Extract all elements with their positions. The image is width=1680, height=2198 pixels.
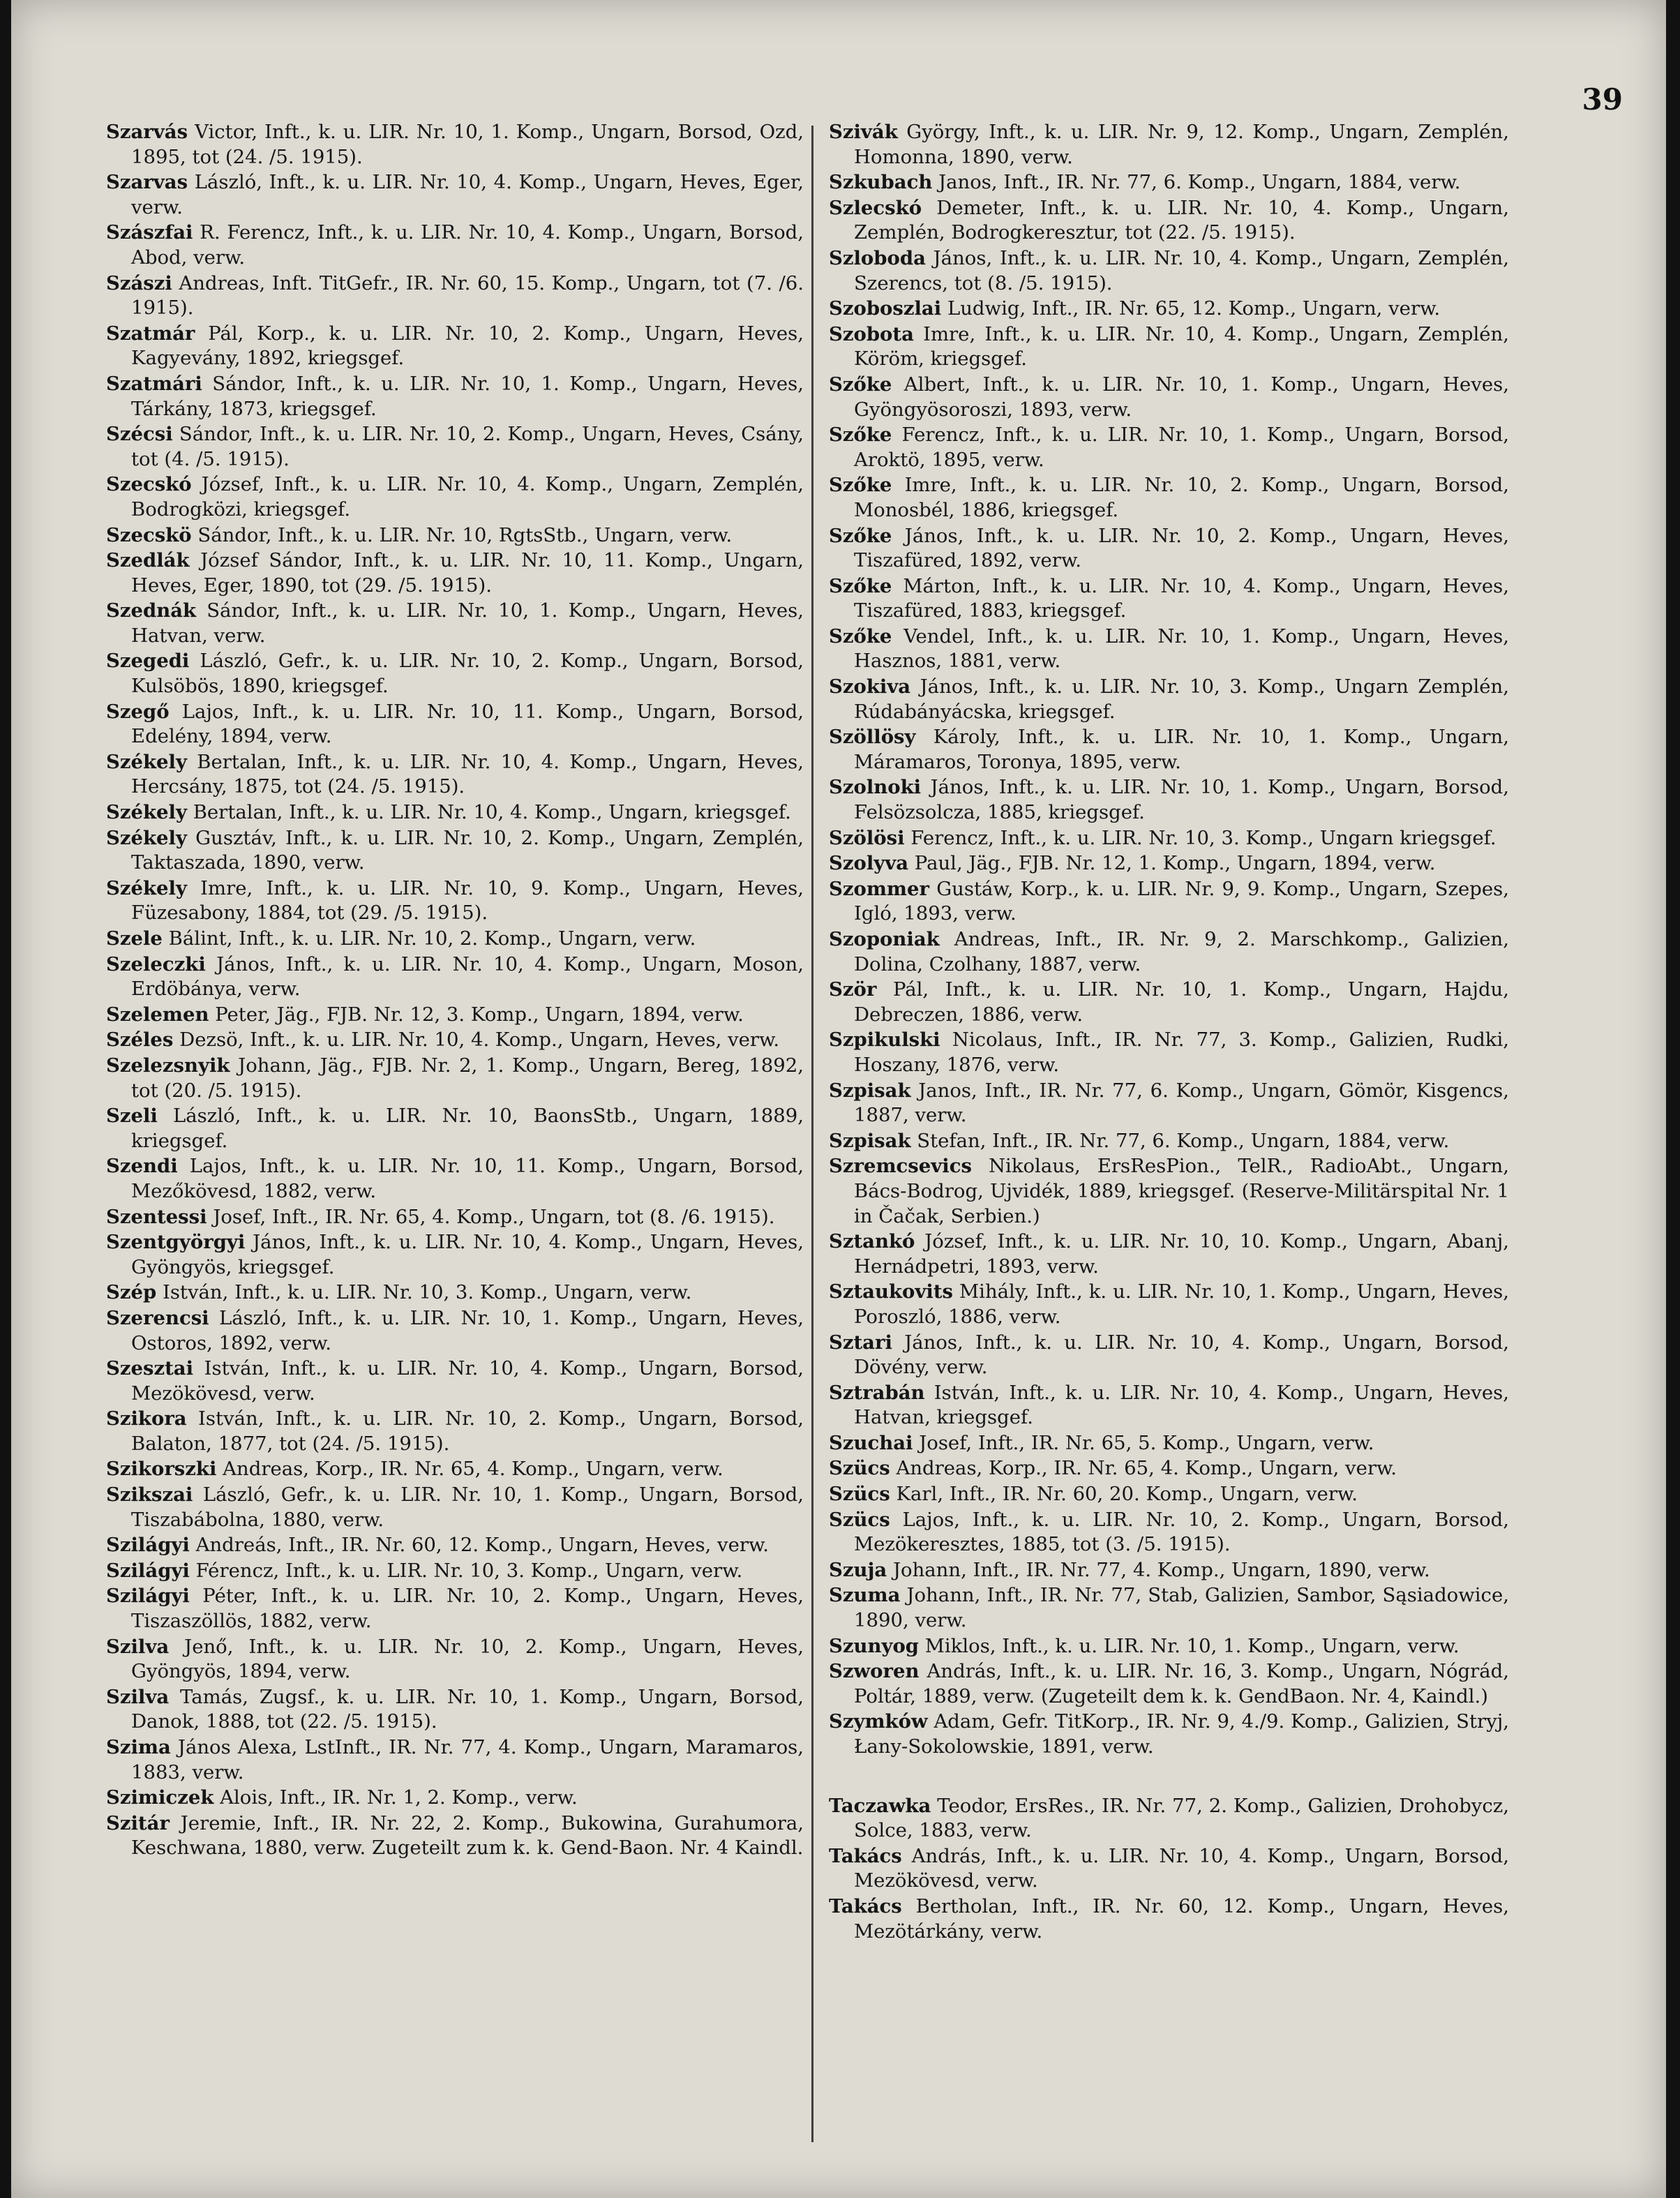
entry — [106, 750, 804, 800]
entry-details: Gustáw, Korp., k. u. LIR. Nr. 9, 9. Komp., Ungarn, Szepes, Igló, 1893, verw. — [854, 877, 1509, 925]
entry-details: László, Inft., k. u. LIR. Nr. 10, 1. Komp., Ungarn, Heves, Ostoros, 1892, verw. — [131, 1306, 804, 1354]
entry — [106, 700, 804, 749]
entry-surname: Szücs — [829, 1457, 890, 1480]
entry — [829, 1154, 1509, 1229]
entry-surname: Szikora — [106, 1407, 187, 1430]
entry — [829, 1583, 1509, 1633]
entry-surname: Szarvas — [106, 171, 188, 194]
entry-details: Pál, Korp., k. u. LIR. Nr. 10, 2. Komp., Ungarn, Heves, Kagyevány, 1892, kriegsgef. — [131, 322, 804, 370]
entry-details: Albert, Inft., k. u. LIR. Nr. 10, 1. Komp., Ungarn, Heves, Gyöngyösoroszi, 1893, verw. — [854, 373, 1509, 421]
entry — [829, 1508, 1509, 1557]
entry — [829, 1894, 1509, 1944]
entry — [829, 322, 1509, 372]
entry — [106, 1028, 804, 1053]
entry-surname: Szilágyi — [106, 1534, 190, 1557]
entry-surname: Szécsi — [106, 423, 173, 446]
entry-surname: Ször — [829, 978, 877, 1001]
entry-surname: Székely — [106, 876, 187, 899]
entry-surname: Szima — [106, 1736, 171, 1758]
entry — [106, 1205, 804, 1230]
entry-details: Johann, Inft., IR. Nr. 77, Stab, Galizien, Sambor, Sąsiadowice, 1890, verw. — [854, 1584, 1509, 1632]
entry-surname: Szoboszlai — [829, 297, 942, 320]
entry-surname: Szeli — [106, 1105, 158, 1128]
entry — [829, 1659, 1509, 1709]
entry-surname: Szőke — [829, 373, 892, 396]
entry-surname: Szücs — [829, 1483, 890, 1506]
entry — [106, 548, 804, 598]
entry-details: Johann, Jäg., FJB. Nr. 2, 1. Komp., Ungarn, Bereg, 1892, tot (20. /5. 1915). — [131, 1054, 804, 1102]
right-column — [829, 120, 1509, 1945]
entry-details: János, Inft., k. u. LIR. Nr. 10, 1. Komp., Ungarn, Borsod, Felsözsolcza, 1885, kriegsgef. — [854, 776, 1509, 824]
entry — [106, 472, 804, 522]
entry — [106, 422, 804, 472]
entry-details: Ludwig, Inft., IR. Nr. 65, 12. Komp., Ungarn, verw. — [947, 297, 1441, 320]
entry — [106, 1584, 804, 1633]
entry-details: István, Inft., k. u. LIR. Nr. 10, 4. Komp., Ungarn, Heves, Hatvan, kriegsgef. — [854, 1381, 1509, 1429]
entry-surname: Szilva — [106, 1635, 170, 1658]
entry-surname: Szatmár — [106, 322, 195, 345]
document-page — [11, 0, 1666, 2198]
entry-details: Péter, Inft., k. u. LIR. Nr. 10, 2. Komp., Ungarn, Heves, Tiszaszöllös, 1882, verw. — [131, 1585, 804, 1633]
entry-surname: Szolyva — [829, 852, 909, 875]
entry-details: Josef, Inft., IR. Nr. 65, 4. Komp., Ungarn, tot (8. /6. 1915). — [213, 1205, 775, 1228]
entry-surname: Szpisak — [829, 1079, 911, 1102]
entry — [106, 1735, 804, 1785]
entry-details: Miklos, Inft., k. u. LIR. Nr. 10, 1. Komp., Ungarn, verw. — [924, 1634, 1460, 1657]
entry-surname: Szölösi — [829, 826, 905, 849]
entry-surname: Szelezsnyik — [106, 1054, 230, 1077]
entry-details: Stefan, Inft., IR. Nr. 77, 6. Komp., Ungarn, 1884, verw. — [917, 1129, 1450, 1152]
entry — [106, 1104, 804, 1153]
entry — [106, 271, 804, 321]
entry-surname: Szilágyi — [106, 1585, 190, 1608]
entry — [829, 625, 1509, 674]
entry-details: Lajos, Inft., k. u. LIR. Nr. 10, 2. Komp., Ungarn, Borsod, Mezökeresztes, 1885, tot (3. /5. 1915). — [854, 1508, 1509, 1556]
entry-surname: Szworen — [829, 1660, 920, 1683]
entry — [829, 473, 1509, 523]
entry — [829, 1331, 1509, 1380]
entry — [106, 1230, 804, 1280]
entry-surname: Szászfai — [106, 221, 193, 244]
entry — [829, 1229, 1509, 1279]
entry-surname: Szikszai — [106, 1483, 193, 1507]
entry-surname: Szkubach — [829, 171, 933, 194]
entry-surname: Sztaukovits — [829, 1280, 953, 1303]
entry-surname: Szesztai — [106, 1357, 194, 1380]
entry-surname: Sztankó — [829, 1230, 915, 1253]
entry — [829, 927, 1509, 977]
entry-details: Karl, Inft., IR. Nr. 60, 20. Komp., Ungarn, verw. — [896, 1483, 1358, 1506]
entry-surname: Szpisak — [829, 1129, 911, 1152]
entry-surname: Szelemen — [106, 1003, 209, 1026]
entry-surname: Szokiva — [829, 675, 911, 698]
entry — [829, 877, 1509, 927]
entry-surname: Szőke — [829, 424, 892, 447]
entry-details: László, Inft., k. u. LIR. Nr. 10, 4. Komp., Ungarn, Heves, Eger, verw. — [131, 171, 804, 218]
entry-details: László, Gefr., k. u. LIR. Nr. 10, 2. Komp., Ungarn, Borsod, Kulsöbös, 1890, kriegsgef. — [131, 650, 804, 698]
entry — [829, 1482, 1509, 1507]
entry — [829, 120, 1509, 170]
entry — [829, 1431, 1509, 1456]
entry — [829, 1456, 1509, 1481]
entry — [106, 1811, 804, 1861]
entry-details: Mihály, Inft., k. u. LIR. Nr. 10, 1. Komp., Ungarn, Heves, Poroszló, 1886, verw. — [854, 1280, 1509, 1328]
entry — [829, 297, 1509, 322]
entry-surname: Szoponiak — [829, 928, 940, 950]
entry-details: Dezsö, Inft., k. u. LIR. Nr. 10, 4. Komp., Ungarn, Heves, verw. — [179, 1029, 780, 1052]
entry — [829, 1280, 1509, 1329]
entry-surname: Szuja — [829, 1558, 887, 1581]
entry-surname: Szele — [106, 927, 163, 950]
entry-details: Josef, Inft., IR. Nr. 65, 5. Komp., Ungarn, verw. — [919, 1431, 1374, 1454]
entry — [106, 1154, 804, 1204]
entry-surname: Szerencsi — [106, 1306, 209, 1329]
entry-details: Bálint, Inft., k. u. LIR. Nr. 10, 2. Komp., Ungarn, verw. — [168, 927, 696, 950]
entry — [106, 170, 804, 220]
entry-details: András, Inft., k. u. LIR. Nr. 16, 3. Komp., Ungarn, Nógrád, Poltár, 1889, verw. (Zugeteilt dem k. k. GendBaon. Nr. 4, Kaindl.) — [854, 1660, 1509, 1707]
entry — [829, 775, 1509, 825]
entry-details: József, Inft., k. u. LIR. Nr. 10, 4. Komp., Ungarn, Zemplén, Bodrogközi, kriegsgef. — [131, 473, 804, 521]
entry-surname: Szatmári — [106, 372, 202, 395]
entry-surname: Szendi — [106, 1155, 178, 1178]
entry — [829, 675, 1509, 724]
entry-details: Jenő, Inft., k. u. LIR. Nr. 10, 2. Komp., Ungarn, Heves, Gyöngyös, 1894, verw. — [131, 1635, 804, 1683]
entry — [106, 372, 804, 421]
entry — [829, 246, 1509, 296]
entry-surname: Szikorszki — [106, 1458, 217, 1481]
entry-surname: Szednák — [106, 599, 197, 622]
entry-details: Sándor, Inft., k. u. LIR. Nr. 10, 1. Komp., Ungarn, Heves, Hatvan, verw. — [131, 599, 804, 647]
entry-surname: Szedlák — [106, 549, 190, 572]
entry — [106, 1457, 804, 1482]
entry — [829, 423, 1509, 472]
entry-details: Nikolaus, ErsResPion., TelR., RadioAbt., Ungarn, Bács-Bodrog, Ujvidék, 1889, kriegsgef. (Reserve-Militärspital Nr. 1 in Čačak, Serbien.) — [854, 1155, 1509, 1227]
entry-surname: Szolnoki — [829, 776, 922, 799]
entry — [829, 524, 1509, 574]
entry — [106, 120, 804, 170]
entry — [829, 1844, 1509, 1894]
entry-details: Nicolaus, Inft., IR. Nr. 77, 3. Komp., Galizien, Rudki, Hoszany, 1876, verw. — [854, 1029, 1509, 1076]
entry — [829, 1710, 1509, 1759]
entry-details: János Alexa, LstInft., IR. Nr. 77, 4. Komp., Ungarn, Maramaros, 1883, verw. — [131, 1736, 804, 1784]
entry-details: Alois, Inft., IR. Nr. 1, 2. Komp., verw. — [220, 1786, 578, 1809]
entry-details: Imre, Inft., k. u. LIR. Nr. 10, 4. Komp., Ungarn, Zemplén, Köröm, kriegsgef. — [854, 322, 1509, 371]
entry — [829, 373, 1509, 422]
entry-details: Vendel, Inft., k. u. LIR. Nr. 10, 1. Komp., Ungarn, Heves, Hasznos, 1881, verw. — [854, 625, 1509, 673]
entry — [106, 1685, 804, 1735]
entry-surname: Szentgyörgyi — [106, 1231, 246, 1254]
entry-details: Férencz, Inft., k. u. LIR. Nr. 10, 3. Komp., Ungarn, verw. — [195, 1559, 743, 1582]
entry-details: Andreas, Inft. TitGefr., IR. Nr. 60, 15. Komp., Ungarn, tot (7. /6. 1915). — [131, 271, 804, 320]
entry-details: József Sándor, Inft., k. u. LIR. Nr. 10, 11. Komp., Ungarn, Heves, Eger, 1890, tot (29. /5. 1915). — [131, 549, 804, 597]
entry-details: Imre, Inft., k. u. LIR. Nr. 10, 2. Komp., Ungarn, Borsod, Monosbél, 1886, kriegsgef. — [854, 474, 1509, 521]
column-divider — [811, 126, 813, 2142]
entry-details: Adam, Gefr. TitKorp., IR. Nr. 9, 4./9. Komp., Galizien, Stryj, Łany-Sokolowskie, 1891, verw. — [854, 1710, 1509, 1758]
entry-details: Károly, Inft., k. u. LIR. Nr. 10, 1. Komp., Ungarn, Máramaros, Toronya, 1895, verw. — [854, 726, 1509, 773]
entry — [106, 523, 804, 548]
entry-details: Andreás, Inft., IR. Nr. 60, 12. Komp., Ungarn, Heves, verw. — [195, 1534, 770, 1557]
entry-surname: Szecskó — [106, 473, 192, 496]
entry — [829, 170, 1509, 195]
entry-surname: Szegedi — [106, 650, 190, 673]
entry — [106, 1356, 804, 1406]
entry-details: László, Gefr., k. u. LIR. Nr. 10, 1. Komp., Ungarn, Borsod, Tiszabábolna, 1880, verw. — [131, 1483, 804, 1531]
entry-details: Lajos, Inft., k. u. LIR. Nr. 10, 11. Komp., Ungarn, Borsod, Edelény, 1894, verw. — [131, 700, 804, 748]
entry-details: Jeremie, Inft., IR. Nr. 22, 2. Komp., Bukowina, Gurahumora, Keschwana, 1880, verw. Zugeteilt zum k. k. Gend-Baon. Nr. 4 Kaindl. — [131, 1811, 804, 1860]
entry-details: János, Inft., k. u. LIR. Nr. 10, 4. Komp., Ungarn, Moson, Erdöbánya, verw. — [131, 952, 804, 1001]
entry-details: Pál, Inft., k. u. LIR. Nr. 10, 1. Komp., Ungarn, Hajdu, Debreczen, 1886, verw. — [854, 978, 1510, 1026]
entry-details: László, Inft., k. u. LIR. Nr. 10, BaonsStb., Ungarn, 1889, kriegsgef. — [131, 1105, 804, 1152]
entry — [829, 978, 1509, 1027]
entry-surname: Szép — [106, 1281, 157, 1304]
entry-surname: Szuma — [829, 1584, 901, 1607]
entry-details: Sándor, Inft., k. u. LIR. Nr. 10, 2. Komp., Ungarn, Heves, Csány, tot (4. /5. 1915). — [131, 423, 804, 470]
entry-details: Márton, Inft., k. u. LIR. Nr. 10, 4. Komp., Ungarn, Heves, Tiszafüred, 1883, kriegsgef. — [854, 574, 1509, 622]
entry-surname: Szremcsevics — [829, 1155, 972, 1178]
entry-details: R. Ferencz, Inft., k. u. LIR. Nr. 10, 4. Komp., Ungarn, Borsod, Abod, verw. — [131, 221, 804, 269]
entry-details: Paul, Jäg., FJB. Nr. 12, 1. Komp., Ungarn, 1894, verw. — [914, 852, 1436, 875]
entry-surname: Takács — [829, 1844, 902, 1867]
entry — [106, 649, 804, 698]
entry-surname: Szegő — [106, 700, 170, 723]
entry-surname: Székely — [106, 801, 187, 824]
entry-details: Bertalan, Inft., k. u. LIR. Nr. 10, 4. Komp., Ungarn, Heves, Hercsány, 1875, tot (24. /5. 1915). — [131, 750, 804, 798]
right-column-t-entries — [829, 1794, 1509, 1945]
entry-surname: Szöllösy — [829, 726, 916, 749]
entry-details: Johann, Inft., IR. Nr. 77, 4. Komp., Ungarn, 1890, verw. — [893, 1558, 1430, 1581]
entry — [829, 1129, 1509, 1154]
entry-details: István, Inft., k. u. LIR. Nr. 10, 4. Komp., Ungarn, Borsod, Mezökövesd, verw. — [131, 1357, 804, 1405]
entry-details: István, Inft., k. u. LIR. Nr. 10, 2. Komp., Ungarn, Borsod, Balaton, 1877, tot (24. /5. 1915). — [131, 1407, 804, 1455]
entry-details: Imre, Inft., k. u. LIR. Nr. 10, 9. Komp., Ungarn, Heves, Füzesabony, 1884, tot (29. /5. 1915). — [131, 876, 804, 925]
entry-details: Tamás, Zugsf., k. u. LIR. Nr. 10, 1. Komp., Ungarn, Borsod, Danok, 1888, tot (22. /5. 1915). — [131, 1685, 804, 1733]
entry-details: Sándor, Inft., k. u. LIR. Nr. 10, RgtsStb., Ungarn, verw. — [197, 523, 733, 546]
entry-surname: Szecskö — [106, 523, 192, 546]
entry — [829, 1079, 1509, 1128]
entry-surname: Széles — [106, 1029, 174, 1052]
entry — [829, 574, 1509, 624]
entry-surname: Szpikulski — [829, 1029, 940, 1052]
entry — [106, 876, 804, 926]
entry — [106, 1280, 804, 1306]
entry-surname: Szőke — [829, 625, 892, 648]
entry — [106, 220, 804, 270]
entry-surname: Szarvás — [106, 121, 188, 143]
entry-surname: Takács — [829, 1894, 902, 1917]
entry-details: György, Inft., k. u. LIR. Nr. 9, 12. Komp., Ungarn, Zemplén, Homonna, 1890, verw. — [854, 121, 1509, 168]
entry-details: István, Inft., k. u. LIR. Nr. 10, 3. Komp., Ungarn, verw. — [162, 1281, 692, 1304]
entry — [106, 952, 804, 1002]
entry-details: Bertalan, Inft., k. u. LIR. Nr. 10, 4. Komp., Ungarn, kriegsgef. — [193, 801, 791, 824]
entry-details: András, Inft., k. u. LIR. Nr. 10, 4. Komp., Ungarn, Borsod, Mezökövesd, verw. — [854, 1844, 1509, 1892]
entry — [106, 1786, 804, 1811]
entry — [106, 1306, 804, 1356]
entry-details: Janos, Inft., IR. Nr. 77, 6. Komp., Ungarn, Gömör, Kisgencs, 1887, verw. — [854, 1079, 1509, 1127]
entry — [829, 725, 1509, 775]
entry — [106, 1003, 804, 1028]
right-column-s-entries — [829, 120, 1509, 1760]
entry-details: Gusztáv, Inft., k. u. LIR. Nr. 10, 2. Komp., Ungarn, Zemplén, Taktaszada, 1890, verw. — [131, 826, 804, 874]
section-gap — [829, 1760, 1509, 1794]
entry-surname: Szivák — [829, 121, 898, 143]
entry-details: Bertholan, Inft., IR. Nr. 60, 12. Komp., Ungarn, Heves, Mezötárkány, verw. — [854, 1894, 1509, 1943]
entry-surname: Szlecskó — [829, 196, 922, 219]
entry-surname: Szobota — [829, 322, 914, 345]
entry-details: János, Inft., k. u. LIR. Nr. 10, 4. Komp., Ungarn, Borsod, Dövény, verw. — [854, 1331, 1509, 1379]
page-number: 39 — [1582, 82, 1623, 117]
entry — [829, 1794, 1509, 1844]
entry — [829, 196, 1509, 246]
entry — [106, 1054, 804, 1103]
entry — [829, 1558, 1509, 1583]
entry-details: Andreas, Korp., IR. Nr. 65, 4. Komp., Ungarn, verw. — [896, 1457, 1397, 1480]
entry-details: Lajos, Inft., k. u. LIR. Nr. 10, 11. Komp., Ungarn, Borsod, Mezőkövesd, 1882, verw. — [131, 1155, 804, 1202]
entry — [106, 1533, 804, 1558]
entry-surname: Szeleczki — [106, 952, 206, 975]
entry-surname: Szimiczek — [106, 1786, 214, 1809]
entry-surname: Szilva — [106, 1685, 170, 1708]
entry-surname: Sztrabán — [829, 1381, 925, 1404]
entry — [829, 851, 1509, 876]
entry-surname: Szilágyi — [106, 1559, 190, 1582]
entry — [106, 800, 804, 825]
entry-surname: Szőke — [829, 524, 892, 547]
left-column — [106, 120, 804, 1862]
entry-surname: Szőke — [829, 474, 892, 497]
entry — [106, 826, 804, 876]
entry-details: Ferencz, Inft., k. u. LIR. Nr. 10, 1. Komp., Ungarn, Borsod, Aroktö, 1895, verw. — [854, 424, 1509, 471]
entry-details: Ferencz, Inft., k. u. LIR. Nr. 10, 3. Komp., Ungarn kriegsgef. — [910, 826, 1497, 849]
entry — [829, 1028, 1509, 1077]
entry — [106, 1635, 804, 1684]
entry-surname: Szitár — [106, 1811, 170, 1834]
entry — [106, 322, 804, 371]
entry — [106, 1407, 804, 1456]
entry-details: János, Inft., k. u. LIR. Nr. 10, 3. Komp., Ungarn Zemplén, Rúdabányácska, kriegsgef. — [854, 675, 1509, 723]
entry — [829, 1634, 1509, 1659]
entry-details: József, Inft., k. u. LIR. Nr. 10, 10. Komp., Ungarn, Abanj, Hernádpetri, 1893, verw. — [854, 1230, 1509, 1278]
entry-surname: Sztari — [829, 1331, 892, 1354]
entry-details: János, Inft., k. u. LIR. Nr. 10, 4. Komp., Ungarn, Heves, Gyöngyös, kriegsgef. — [131, 1231, 804, 1278]
entry-surname: Szymków — [829, 1710, 928, 1733]
entry-surname: Szőke — [829, 574, 892, 597]
entry-surname: Székely — [106, 826, 187, 849]
entry-details: Peter, Jäg., FJB. Nr. 12, 3. Komp., Ungarn, 1894, verw. — [215, 1003, 744, 1026]
entry-details: Janos, Inft., IR. Nr. 77, 6. Komp., Ungarn, 1884, verw. — [938, 171, 1461, 194]
entry-surname: Szücs — [829, 1508, 890, 1531]
entry-surname: Szunyog — [829, 1634, 920, 1657]
entry-surname: Szászi — [106, 271, 172, 294]
entry-surname: Székely — [106, 750, 187, 773]
entry — [106, 1483, 804, 1532]
entry-surname: Szloboda — [829, 246, 926, 269]
entry — [106, 599, 804, 648]
entry-surname: Szuchai — [829, 1431, 913, 1454]
entry-details: Victor, Inft., k. u. LIR. Nr. 10, 1. Komp., Ungarn, Borsod, Ozd, 1895, tot (24. /5. 1915). — [131, 121, 804, 168]
entry-details: Sándor, Inft., k. u. LIR. Nr. 10, 1. Komp., Ungarn, Heves, Tárkány, 1873, kriegsgef. — [131, 372, 804, 420]
entry-details: Demeter, Inft., k. u. LIR. Nr. 10, 4. Komp., Ungarn, Zemplén, Bodrogkeresztur, tot (22. /5. 1915). — [854, 196, 1509, 244]
entry — [829, 826, 1509, 851]
entry-surname: Szommer — [829, 877, 929, 900]
entry-details: Andreas, Korp., IR. Nr. 65, 4. Komp., Ungarn, verw. — [223, 1458, 723, 1481]
entry-surname: Taczawka — [829, 1794, 931, 1817]
entry-details: Andreas, Inft., IR. Nr. 9, 2. Marschkomp., Galizien, Dolina, Czolhany, 1887, verw. — [854, 928, 1509, 975]
entry-details: Teodor, ErsRes., IR. Nr. 77, 2. Komp., Galizien, Drohobycz, Solce, 1883, verw. — [854, 1794, 1509, 1842]
entry — [829, 1381, 1509, 1430]
entry — [106, 1559, 804, 1584]
entry-details: János, Inft., k. u. LIR. Nr. 10, 2. Komp., Ungarn, Heves, Tiszafüred, 1892, verw. — [854, 524, 1509, 572]
entry-details: János, Inft., k. u. LIR. Nr. 10, 4. Komp., Ungarn, Zemplén, Szerencs, tot (8. /5. 1915). — [854, 246, 1509, 294]
entry — [106, 927, 804, 952]
entry-surname: Szentessi — [106, 1205, 207, 1228]
